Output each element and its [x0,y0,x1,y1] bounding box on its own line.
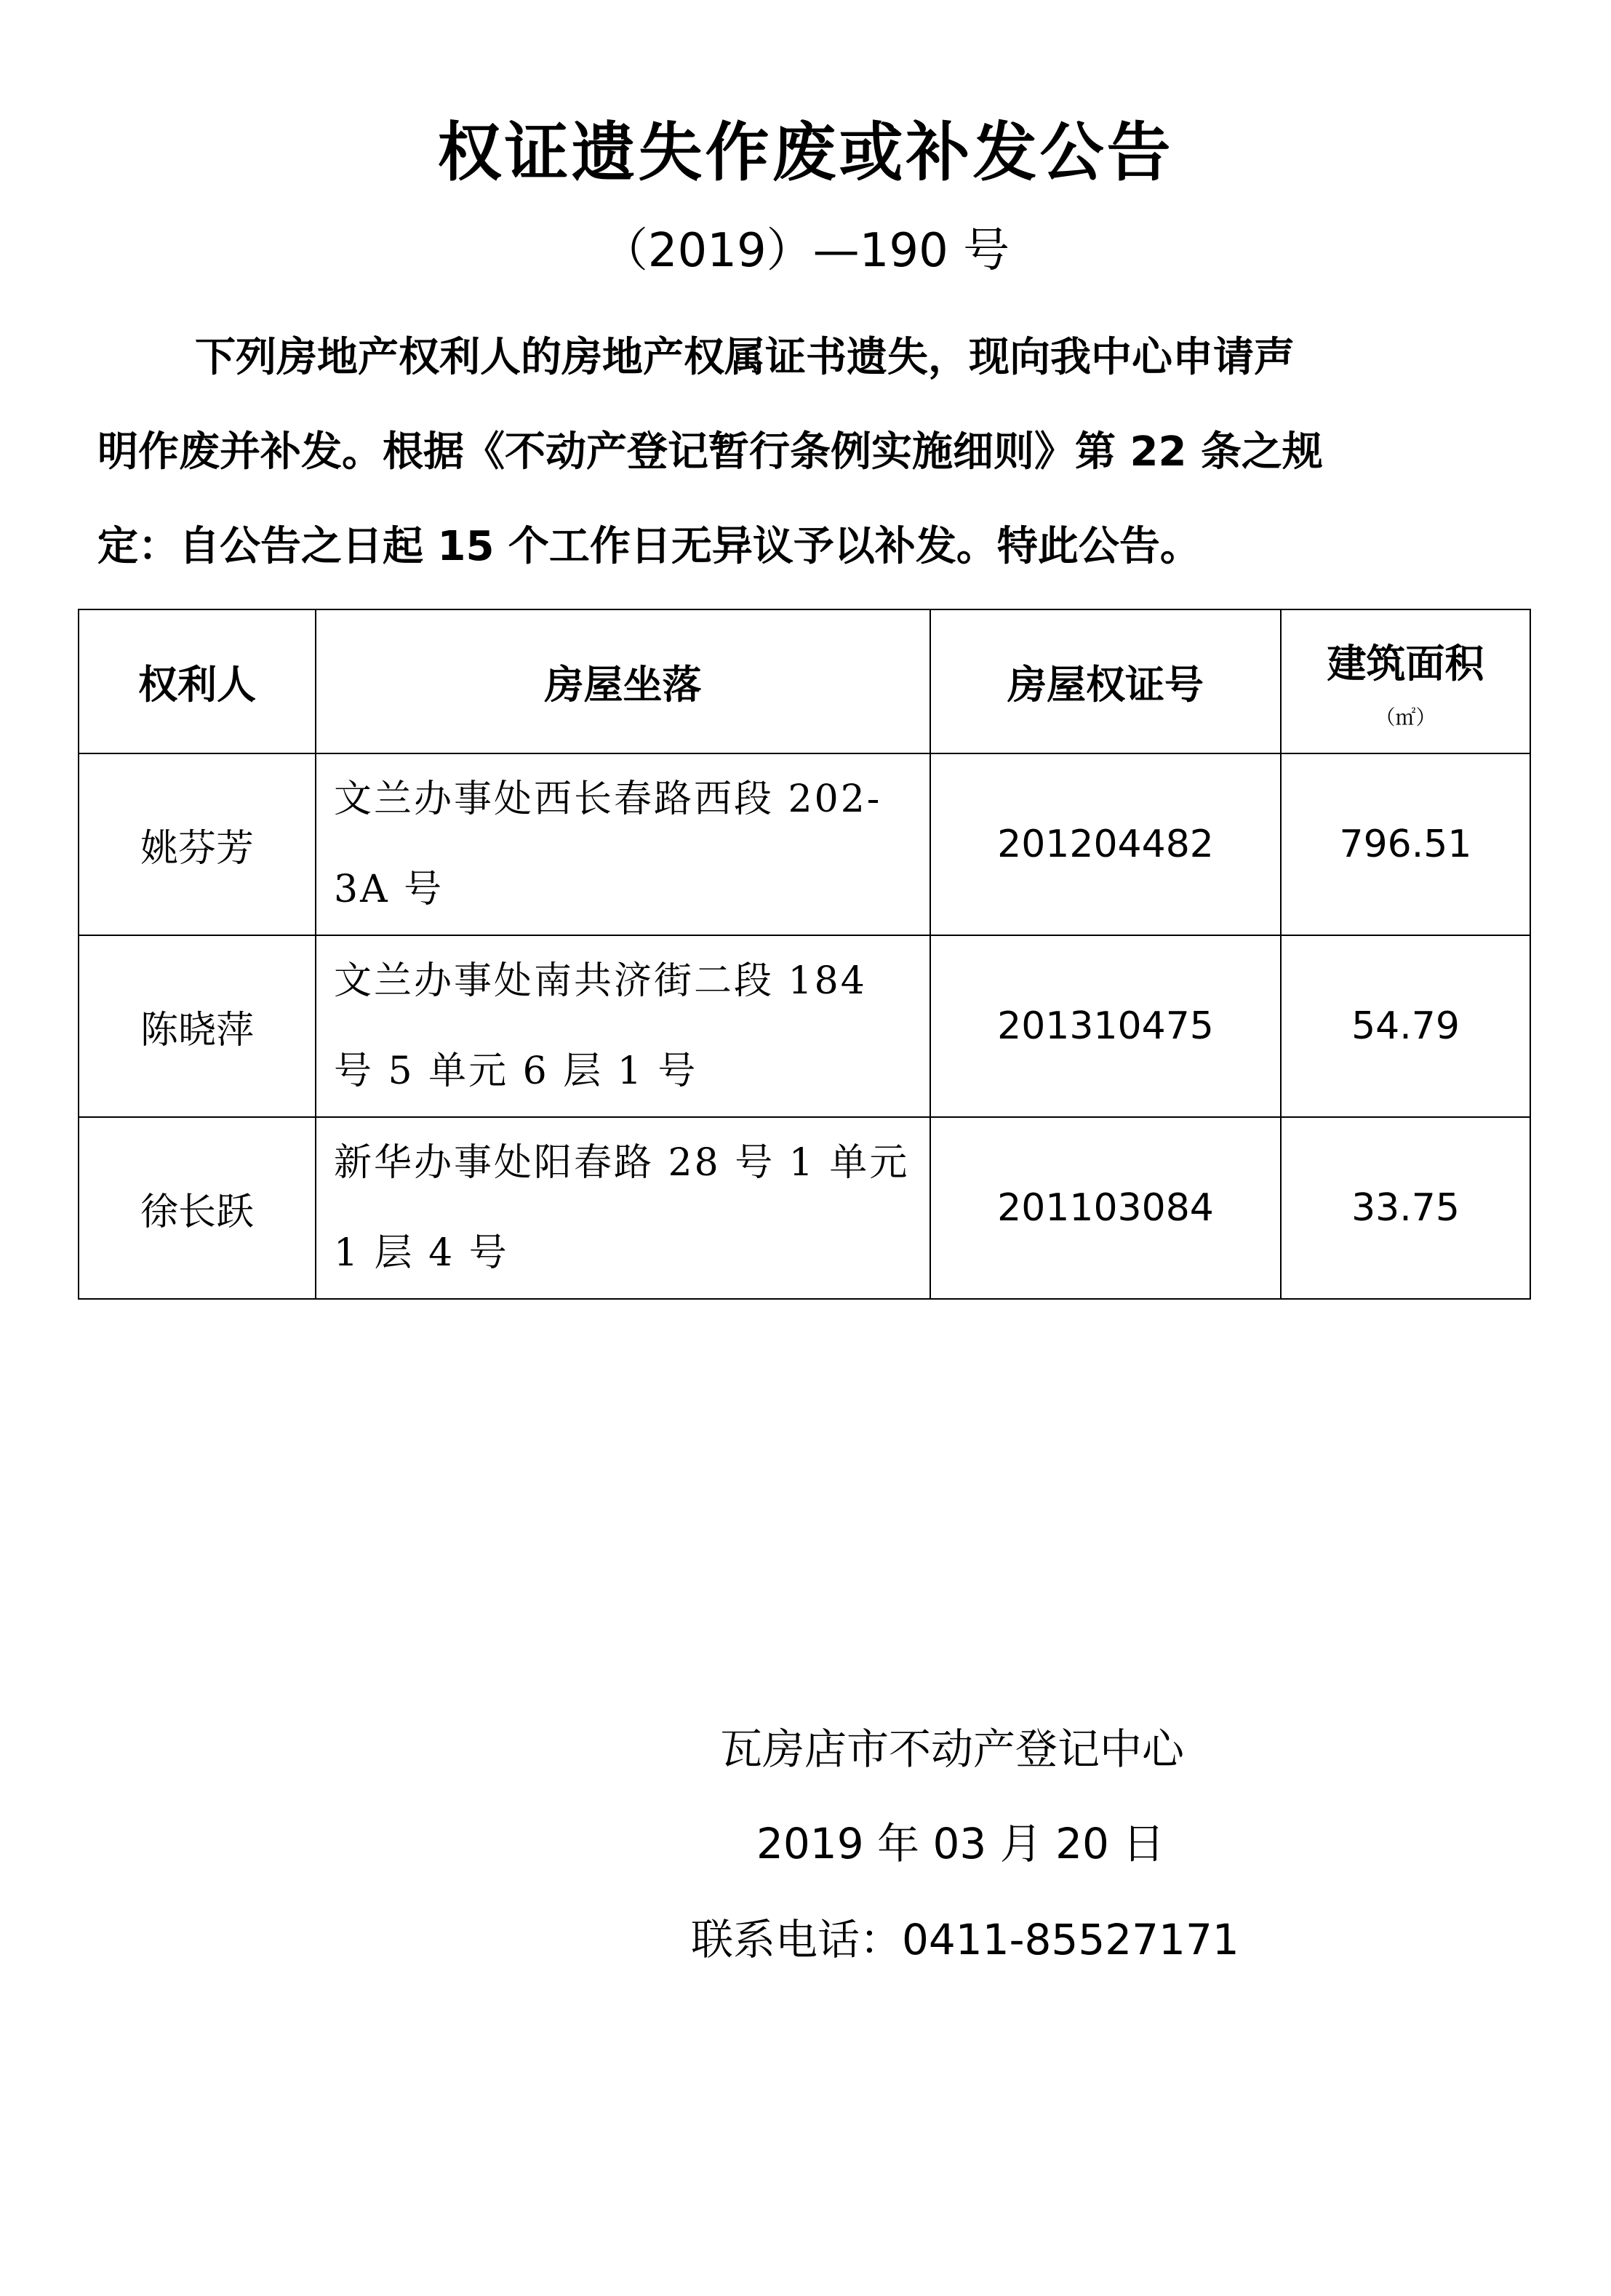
header-owner: 权利人 [79,609,316,753]
owner-cell: 陈晓萍 [79,935,316,1117]
table-row [79,753,1530,935]
location-cell: 文兰办事处西长春路西段 202-3A 号 [316,753,930,935]
owner-cell: 徐长跃 [79,1117,316,1299]
header-area [1281,609,1530,753]
location-cell: 文兰办事处南共济街二段 184 号 5 单元 6 层 1 号 [316,935,930,1117]
header-location: 房屋坐落 [316,609,930,753]
footer-phone: 联系电话：0411-85527171 [691,1915,1239,1964]
body-line-3: 定：自公告之日起 15 个工作日无异议予以补发。特此公告。 [97,523,1201,570]
table-header-row [79,609,1530,753]
cert-no-cell: 201204482 [930,753,1281,935]
body-line-2: 明作废并补发。根据《不动产登记暂行条例实施细则》第 22 条之规 [97,428,1323,476]
table-row [79,935,1530,1117]
body-line-1: 下列房地产权利人的房地产权属证书遗失，现向我中心申请声 [195,334,1295,381]
cert-no-cell: 201103084 [930,1117,1281,1299]
area-cell: 796.51 [1281,753,1530,935]
area-cell: 33.75 [1281,1117,1530,1299]
area-cell: 54.79 [1281,935,1530,1117]
table-row [79,1117,1530,1299]
footer-date: 2019 年 03 月 20 日 [756,1819,1165,1868]
header-area-label: 建筑面积 [1327,640,1484,687]
notice-number: （2019）—190 号 [601,224,1010,278]
location-cell: 新华办事处阳春路 28 号 1 单元 1 层 4 号 [316,1117,930,1299]
cert-no-cell: 201310475 [930,935,1281,1117]
header-cert-no: 房屋权证号 [930,609,1281,753]
footer-organization: 瓦房店市不动产登记中心 [720,1724,1185,1774]
owner-cell: 姚芬芳 [79,753,316,935]
registry-table [78,609,1531,1300]
notice-title: 权证遗失作废或补发公告 [437,115,1174,190]
header-area-unit: （㎡） [1375,705,1436,729]
